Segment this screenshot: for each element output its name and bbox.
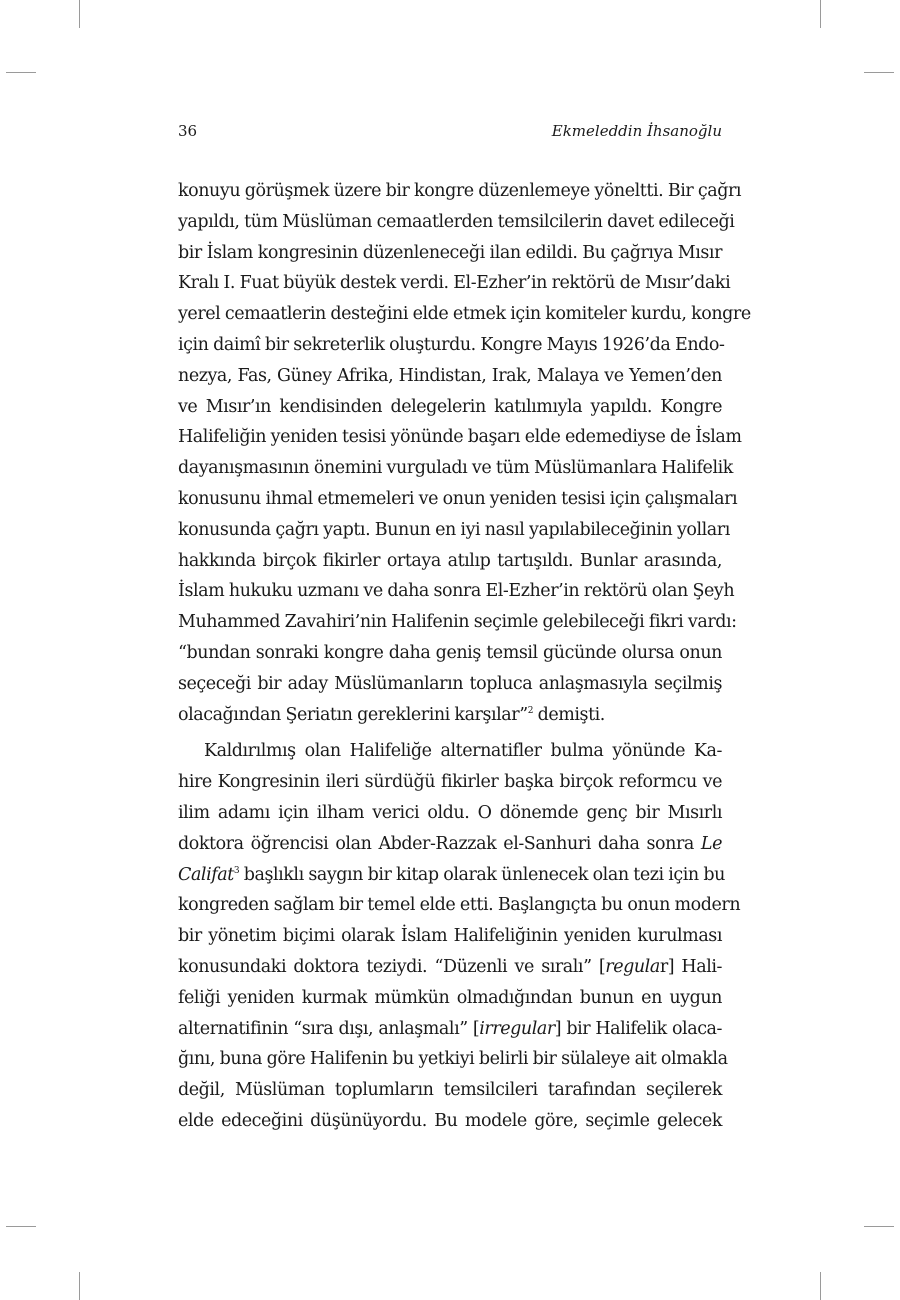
text-line: konuyu görüşmek üzere bir kongre düzenlemeye yöneltti. Bir çağrı — [178, 181, 742, 201]
text-line: konusunu ihmal etmemeleri ve onun yeniden tesisi için çalışmaları — [178, 488, 738, 509]
text-line: elde edeceğini düşünüyordu. Bu modele göre, seçimle gelecek — [178, 1110, 722, 1131]
text-line: Kaldırılmış olan Halifeliğe alternatifler bulma yönünde Ka- — [204, 741, 722, 762]
text-line: yapıldı, tüm Müslüman cemaatlerden temsilcilerin davet edileceği — [178, 211, 735, 232]
text-line: ve Mısır’ın kendisinden delegelerin katılımıyla yapıldı. Kongre — [178, 396, 722, 417]
body-text — [178, 176, 751, 1137]
text-line: yerel cemaatlerin desteğini elde etmek için komiteler kurdu, kongre — [178, 304, 751, 325]
text-line: hire Kongresinin ileri sürdüğü fikirler başka birçok reformcu ve — [178, 772, 722, 793]
crop-mark — [79, 0, 80, 28]
crop-mark — [820, 0, 821, 28]
text-line: için daimî bir sekreterlik oluşturdu. Kongre Mayıs 1926’da Endo- — [178, 334, 725, 355]
text-line: hakkında birçok fikirler ortaya atılıp tartışıldı. Bunlar arasında, — [178, 550, 722, 571]
text-line: bir yönetim biçimi olarak İslam Halifeliğinin yeniden kurulması — [178, 926, 722, 947]
italic-title: Le — [700, 833, 722, 854]
text-line: ğını, buna göre Halifenin bu yetkiyi belirli bir sülaleye ait olmakla — [178, 1049, 728, 1070]
paragraph-2 — [178, 736, 741, 1136]
text-line: konusunda çağrı yaptı. Bunun en iyi nasıl yapılabileceğinin yolları — [178, 519, 730, 540]
text-line: nezya, Fas, Güney Afrika, Hindistan, Irak, Malaya ve Yemen’den — [178, 365, 722, 386]
text-line: İslam hukuku uzmanı ve daha sonra El-Ezher’in rektörü olan Şeyh — [178, 581, 735, 602]
text-line: konusundaki doktora teziydi. “Düzenli ve sıralı” [regular] Hali- — [178, 956, 722, 977]
italic-term: regula — [605, 956, 660, 977]
text-line: feliği yeniden kurmak mümkün olmadığından bunun en uygun — [178, 987, 722, 1008]
text-line: dayanışmasının önemini vurguladı ve tüm Müslümanlara Halifelik — [178, 458, 733, 479]
text-line: Kralı I. Fuat büyük destek verdi. El-Ezher’in rektörü de Mısır’daki — [178, 273, 731, 294]
text-line: doktora öğrencisi olan Abder-Razzak el-Sanhuri daha sonra Le — [178, 833, 722, 854]
running-head: Ekmeleddin İhsanoğlu — [551, 122, 722, 140]
crop-mark — [864, 1226, 894, 1227]
text-line: kongreden sağlam bir temel elde etti. Başlangıçta bu onun modern — [178, 895, 741, 916]
footnote-ref-3[interactable]: 3 — [233, 865, 240, 876]
crop-mark — [864, 72, 894, 73]
text-line: Halifeliğin yeniden tesisi yönünde başarı elde edemediyse de İslam — [178, 427, 742, 448]
text-line: “bundan sonraki kongre daha geniş temsil gücünde olursa onun — [178, 642, 722, 663]
text-line: Califat$^3$ başlıklı saygın bir kitap olarak ünlenecek olan tezi için bu — [178, 864, 725, 885]
page-header — [178, 122, 722, 146]
italic-term: irregular — [479, 1018, 555, 1039]
crop-mark — [6, 72, 36, 73]
paragraph-1 — [178, 176, 751, 730]
text-line: değil, Müslüman toplumların temsilcileri tarafından seçilerek — [178, 1080, 722, 1101]
text-line: Muhammed Zavahiri’nin Halifenin seçimle gelebileceği fikri vardı: — [178, 612, 737, 633]
text-line: bir İslam kongresinin düzenleneceği ilan edildi. Bu çağrıya Mısır — [178, 242, 722, 263]
text-line: ilim adamı için ilham verici oldu. O dönemde genç bir Mısırlı — [178, 802, 722, 823]
text-line: alternatifinin “sıra dışı, anlaşmalı” [irregular] bir Halifelik olaca- — [178, 1018, 722, 1039]
crop-mark — [820, 1272, 821, 1300]
italic-title: Califat — [178, 864, 234, 885]
page-number: 36 — [178, 122, 198, 140]
text-line: seçeceği bir aday Müslümanların topluca anlaşmasıyla seçilmiş — [178, 673, 722, 694]
footnote-ref-2[interactable]: 2 — [527, 705, 533, 716]
crop-mark — [6, 1226, 36, 1227]
text-line: olacağından Şeriatın gereklerini karşılar”$^2$ demişti. — [178, 704, 605, 725]
crop-mark — [79, 1272, 80, 1300]
